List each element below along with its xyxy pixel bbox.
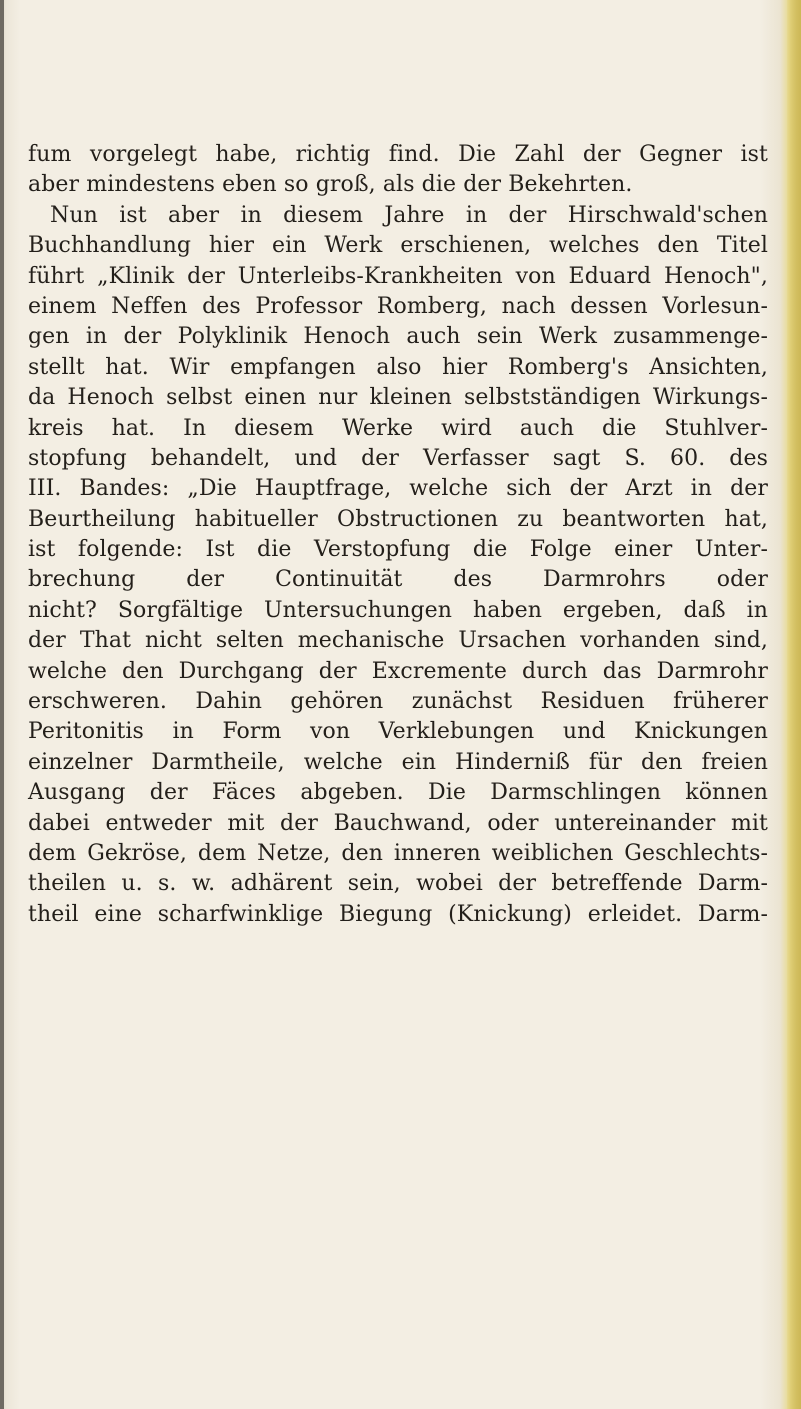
text-line: fum vorgelegt habe, richtig find. Die Zahl der Gegner ist <box>28 142 768 167</box>
text-line: Nun ist aber in diesem Jahre in der Hirschwald'schen <box>50 202 768 228</box>
text-line: dabei entweder mit der Bauchwand, oder untereinander mit <box>28 810 768 836</box>
text-line: da Henoch selbst einen nur kleinen selbstständigen Wirkungs- <box>28 385 768 411</box>
text-line: III. Bandes: „Die Hauptfrage, welche sich der Arzt in der <box>28 476 768 502</box>
text-line: welche den Durchgang der Excremente durch das Darmrohr <box>28 658 768 684</box>
text-line: Peritonitis in Form von Verklebungen und Knickungen <box>28 719 768 745</box>
text-line: stopfung behandelt, und der Verfasser sagt S. 60. des <box>28 445 768 471</box>
text-line: einzelner Darmtheile, welche ein Hinderniß für den freien <box>28 749 768 775</box>
text-line: Beurtheilung habitueller Obstructionen zu beantworten hat, <box>28 506 768 532</box>
text-line: brechung der Continuität des Darmrohrs oder <box>28 567 768 593</box>
text-line: führt „Klinik der Unterleibs-Krankheiten von Eduard Henoch", <box>28 263 768 289</box>
page-binding-edge <box>0 0 4 1409</box>
text-line: kreis hat. In diesem Werke wird auch die Stuhlver- <box>28 415 768 441</box>
text-line: theil eine scharfwinklige Biegung (Knickung) erleidet. Darm- <box>28 901 768 927</box>
text-line: ist folgende: Ist die Verstopfung die Folge einer Unter- <box>28 537 768 563</box>
text-line: stellt hat. Wir empfangen also hier Romberg's Ansichten, <box>28 354 768 380</box>
text-line: theilen u. s. w. adhärent sein, wobei der betreffende Darm- <box>28 871 768 897</box>
text-line: erschweren. Dahin gehören zunächst Residuen früherer <box>28 689 768 715</box>
text-line: gen in der Polyklinik Henoch auch sein Werk zusammenge- <box>28 324 768 350</box>
text-line: der That nicht selten mechanische Ursachen vorhanden sind, <box>28 628 768 654</box>
text-line: Buchhandlung hier ein Werk erschienen, welches den Titel <box>28 233 768 259</box>
text-line: dem Gekröse, dem Netze, den inneren weiblichen Geschlechts- <box>28 840 768 866</box>
text-line: aber mindestens eben so groß, als die der Bekehrten. <box>28 172 633 198</box>
body-text <box>28 140 768 930</box>
text-line: nicht? Sorgfältige Untersuchungen haben ergeben, daß in <box>28 597 768 623</box>
page-right-edge <box>787 0 801 1409</box>
text-line: einem Neffen des Professor Romberg, nach dessen Vorlesun- <box>28 293 768 319</box>
text-line: Ausgang der Fäces abgeben. Die Darmschlingen können <box>28 780 768 806</box>
